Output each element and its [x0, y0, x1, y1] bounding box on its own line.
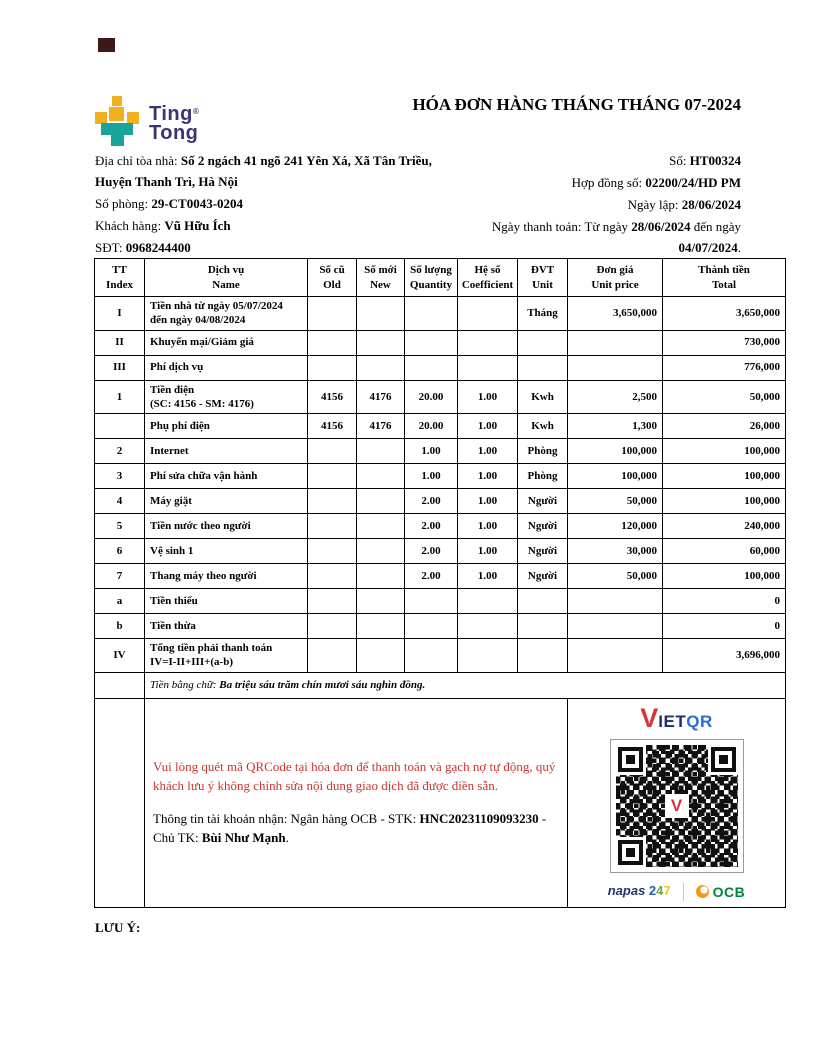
invoice-table-cell: 776,000 — [663, 355, 786, 380]
invoice-table-cell: Phí sửa chữa vận hành — [145, 464, 308, 489]
qr-finder-icon — [618, 840, 643, 865]
invoice-table-cell — [308, 514, 357, 539]
col-header-new: Số mới New — [357, 259, 405, 297]
invoice-table-row — [95, 614, 786, 639]
invoice-table-cell: 4156 — [308, 380, 357, 414]
invoice-table-cell — [405, 297, 458, 331]
invoice-table-cell — [357, 514, 405, 539]
invoice-table-cell — [308, 489, 357, 514]
qr-cell — [568, 698, 786, 907]
invoice-table-cell — [518, 589, 568, 614]
invoice-table-cell — [518, 614, 568, 639]
invoice-table-cell — [357, 639, 405, 673]
invoice-table-cell: 1.00 — [405, 439, 458, 464]
invoice-table-cell: 100,000 — [663, 464, 786, 489]
amount-in-words-cell — [145, 672, 786, 698]
invoice-meta-left — [95, 150, 455, 259]
issue-date-line: Ngày lập: 28/06/2024 — [627, 197, 741, 212]
invoice-table-cell — [405, 355, 458, 380]
qr-payment-note: Vui lòng quét mã QRCode tại hóa đơn để thanh toán và gạch nợ tự động, quý khách lưu ý không chỉnh sửa nội dung giao dịch đã được điền sẵn. — [153, 759, 556, 794]
invoice-table-cell: 50,000 — [663, 380, 786, 414]
invoice-table-cell — [308, 330, 357, 355]
invoice-table-cell: 3 — [95, 464, 145, 489]
invoice-table-cell: 3,696,000 — [663, 639, 786, 673]
invoice-table-cell — [405, 330, 458, 355]
invoice-table-cell — [458, 355, 518, 380]
invoice-table-cell — [405, 589, 458, 614]
invoice-table-cell: 100,000 — [663, 564, 786, 589]
col-header-total: Thành tiền Total — [663, 259, 786, 297]
invoice-table-cell — [405, 614, 458, 639]
invoice-table-cell: 2.00 — [405, 489, 458, 514]
invoice-table-cell: 4176 — [357, 380, 405, 414]
invoice-table-row — [95, 439, 786, 464]
invoice-table-row — [95, 330, 786, 355]
invoice-table-cell: Người — [518, 489, 568, 514]
invoice-table-cell — [518, 330, 568, 355]
vietqr-logo: VIETQR — [640, 702, 713, 733]
invoice-table-cell — [458, 639, 518, 673]
invoice-table-cell — [357, 564, 405, 589]
account-info: Thông tin tài khoản nhận: Ngân hàng OCB - STK: HNC20231109093230 - Chủ TK: Bùi Như Mạnh. — [153, 810, 547, 845]
invoice-table-cell: 2 — [95, 439, 145, 464]
invoice-table-cell — [458, 614, 518, 639]
invoice-table-cell: 120,000 — [568, 514, 663, 539]
qr-finder-icon — [711, 747, 736, 772]
invoice-title: HÓA ĐƠN HÀNG THÁNG THÁNG 07-2024 — [412, 95, 741, 114]
invoice-table-cell: Người — [518, 564, 568, 589]
col-header-unit: ĐVT Unit — [518, 259, 568, 297]
invoice-table-cell — [405, 639, 458, 673]
invoice-table-cell: Phí dịch vụ — [145, 355, 308, 380]
invoice-table-cell: 100,000 — [663, 439, 786, 464]
invoice-table-cell: 1 — [95, 380, 145, 414]
invoice-meta-right — [455, 150, 786, 259]
invoice-table-cell: Phòng — [518, 439, 568, 464]
invoice-table-cell: 1.00 — [458, 464, 518, 489]
invoice-table-row — [95, 514, 786, 539]
invoice-table-cell — [357, 589, 405, 614]
invoice-table-cell — [95, 414, 145, 439]
invoice-table-cell: Tiền thừa — [145, 614, 308, 639]
invoice-table-cell: 730,000 — [663, 330, 786, 355]
invoice-table-cell: Kwh — [518, 414, 568, 439]
invoice-meta — [95, 150, 786, 259]
invoice-table-row — [95, 464, 786, 489]
invoice-table-cell — [357, 464, 405, 489]
logo-text-bottom: Tong — [149, 122, 199, 144]
tingtong-logo — [95, 96, 199, 147]
invoice-table-cell: Máy giặt — [145, 489, 308, 514]
invoice-table-cell: IV — [95, 639, 145, 673]
invoice-table-cell — [568, 355, 663, 380]
customer-name-line: Khách hàng: Vũ Hữu Ích — [95, 218, 231, 233]
invoice-table-cell: 1,300 — [568, 414, 663, 439]
contract-number-line: Hợp đồng số: 02200/24/HD PM — [571, 175, 741, 190]
invoice-table-cell — [458, 330, 518, 355]
building-address-line: Địa chỉ tòa nhà: Số 2 ngách 41 ngõ 241 Yên Xá, Xã Tân Triều, Huyện Thanh Trì, Hà Nội — [95, 153, 432, 189]
vietqr-center-mark-icon: V — [665, 794, 689, 818]
invoice-table-cell: b — [95, 614, 145, 639]
tingtong-logo-text — [149, 102, 199, 143]
invoice-table-cell — [308, 639, 357, 673]
invoice-table-row — [95, 414, 786, 439]
invoice-table-cell: 2.00 — [405, 514, 458, 539]
invoice-table-cell: 1.00 — [458, 414, 518, 439]
invoice-table-cell: 3,650,000 — [663, 297, 786, 331]
invoice-table-cell — [308, 297, 357, 331]
amount-in-words-text: Tiền bằng chữ: Ba triệu sáu trăm chín mươi sáu nghìn đồng. — [150, 679, 426, 692]
invoice-table-cell: Vệ sinh 1 — [145, 539, 308, 564]
invoice-table-cell — [308, 439, 357, 464]
invoice-table-cell — [308, 564, 357, 589]
invoice-table-cell: 100,000 — [568, 439, 663, 464]
invoice-table-cell: 60,000 — [663, 539, 786, 564]
col-header-name: Dịch vụ Name — [145, 259, 308, 297]
table-header-row — [95, 259, 786, 297]
invoice-table-cell — [357, 614, 405, 639]
invoice-table-cell: 0 — [663, 589, 786, 614]
ocb-logo: OCB — [696, 883, 746, 901]
qr-code-frame — [610, 739, 744, 873]
invoice-table-cell: 5 — [95, 514, 145, 539]
invoice-table-cell: 50,000 — [568, 564, 663, 589]
invoice-table-row — [95, 589, 786, 614]
invoice-table-cell: Phòng — [518, 464, 568, 489]
invoice-table-cell: III — [95, 355, 145, 380]
invoice-table-cell: Thang máy theo người — [145, 564, 308, 589]
phone-line: SĐT: 0968244400 — [95, 240, 191, 255]
invoice-table-cell: 20.00 — [405, 414, 458, 439]
invoice-table-cell: 20.00 — [405, 380, 458, 414]
invoice-table-cell — [357, 439, 405, 464]
invoice-table-cell — [568, 639, 663, 673]
invoice-table-cell: 100,000 — [568, 464, 663, 489]
footer-note: LƯU Ý: — [95, 920, 141, 935]
invoice-table-cell — [568, 330, 663, 355]
invoice-table-cell: 1.00 — [405, 464, 458, 489]
table-cell — [95, 672, 145, 698]
invoice-table-row — [95, 564, 786, 589]
logo-text-top: Ting — [149, 103, 193, 125]
invoice-table-cell: 7 — [95, 564, 145, 589]
invoice-table-cell: 6 — [95, 539, 145, 564]
payment-row — [95, 698, 786, 907]
invoice-table-cell: Tiền nước theo người — [145, 514, 308, 539]
invoice-table-cell: 1.00 — [458, 489, 518, 514]
invoice-table-row — [95, 639, 786, 673]
payment-instructions — [150, 758, 562, 847]
invoice-table-cell: 1.00 — [458, 539, 518, 564]
invoice-table-cell — [308, 589, 357, 614]
invoice-table-cell — [308, 614, 357, 639]
invoice-table-cell: 4176 — [357, 414, 405, 439]
col-header-unit-price: Đơn giá Unit price — [568, 259, 663, 297]
invoice-table-cell — [518, 355, 568, 380]
invoice-table-cell: 1.00 — [458, 380, 518, 414]
invoice-table-cell: 50,000 — [568, 489, 663, 514]
invoice-table-cell: Internet — [145, 439, 308, 464]
invoice-table-cell — [357, 330, 405, 355]
invoice-table-row — [95, 355, 786, 380]
invoice-table-cell: 240,000 — [663, 514, 786, 539]
invoice-table-row — [95, 297, 786, 331]
ocb-logo-icon — [696, 885, 709, 898]
invoice-table-cell: Kwh — [518, 380, 568, 414]
invoice-table-cell: Người — [518, 514, 568, 539]
invoice-table-cell — [308, 539, 357, 564]
invoice-table-cell: 2.00 — [405, 564, 458, 589]
invoice-table-cell — [458, 589, 518, 614]
invoice-table-row — [95, 489, 786, 514]
page-corner-mark — [98, 38, 115, 52]
invoice-table-cell: I — [95, 297, 145, 331]
napas-247-logo: napas 247 — [607, 883, 671, 899]
col-header-index: TT Index — [95, 259, 145, 297]
invoice-table-row — [95, 380, 786, 414]
vietqr-panel — [573, 701, 780, 905]
invoice-table-cell: 100,000 — [663, 489, 786, 514]
registered-mark-icon: ® — [192, 107, 200, 116]
invoice-table-cell: Tiền nhà từ ngày 05/07/2024 đến ngày 04/08/2024 — [145, 297, 308, 331]
invoice-table-cell: II — [95, 330, 145, 355]
invoice-table-cell: Tiền điện (SC: 4156 - SM: 4176) — [145, 380, 308, 414]
table-cell — [95, 698, 145, 907]
invoice-table-cell: Tiền thiếu — [145, 589, 308, 614]
invoice-table-cell — [308, 355, 357, 380]
invoice-table-cell: 4156 — [308, 414, 357, 439]
invoice-table-cell: 1.00 — [458, 439, 518, 464]
invoice-number-line: Số: HT00324 — [669, 153, 741, 168]
col-header-old: Số cũ Old — [308, 259, 357, 297]
invoice-table-cell: Phụ phí điện — [145, 414, 308, 439]
invoice-table-cell: 0 — [663, 614, 786, 639]
col-header-coefficient: Hệ số Coefficient — [458, 259, 518, 297]
invoice-table-cell: 3,650,000 — [568, 297, 663, 331]
qr-code — [616, 745, 738, 867]
invoice-table — [94, 258, 786, 908]
invoice-table-cell — [357, 489, 405, 514]
invoice-table-cell: 1.00 — [458, 514, 518, 539]
invoice-table-cell: 1.00 — [458, 564, 518, 589]
divider — [683, 883, 684, 901]
invoice-table-cell: 4 — [95, 489, 145, 514]
invoice-table-cell — [518, 639, 568, 673]
invoice-table-cell: 26,000 — [663, 414, 786, 439]
invoice-table-cell: Khuyến mại/Giảm giá — [145, 330, 308, 355]
invoice-table-cell — [458, 297, 518, 331]
invoice-table-cell: 30,000 — [568, 539, 663, 564]
payment-period-line: Ngày thanh toán: Từ ngày 28/06/2024 đến ngày 04/07/2024. — [491, 219, 741, 255]
room-number-line: Số phòng: 29-CT0043-0204 — [95, 196, 244, 211]
invoice-table-cell — [357, 297, 405, 331]
col-header-quantity: Số lượng Quantity — [405, 259, 458, 297]
amount-in-words-row — [95, 672, 786, 698]
invoice-table-cell: Người — [518, 539, 568, 564]
invoice-table-cell — [308, 464, 357, 489]
invoice-table-cell — [568, 614, 663, 639]
payment-instructions-cell — [145, 698, 568, 907]
invoice-table-row — [95, 539, 786, 564]
invoice-table-cell: Tổng tiền phải thanh toán IV=I-II+III+(a-b) — [145, 639, 308, 673]
qr-finder-icon — [618, 747, 643, 772]
invoice-table-cell — [357, 355, 405, 380]
invoice-table-cell: a — [95, 589, 145, 614]
invoice-table-cell: Tháng — [518, 297, 568, 331]
invoice-table-cell — [568, 589, 663, 614]
invoice-table-cell: 2,500 — [568, 380, 663, 414]
tingtong-logo-icon — [95, 96, 141, 147]
invoice-table-cell — [357, 539, 405, 564]
invoice-table-cell: 2.00 — [405, 539, 458, 564]
payment-brands — [608, 883, 746, 901]
